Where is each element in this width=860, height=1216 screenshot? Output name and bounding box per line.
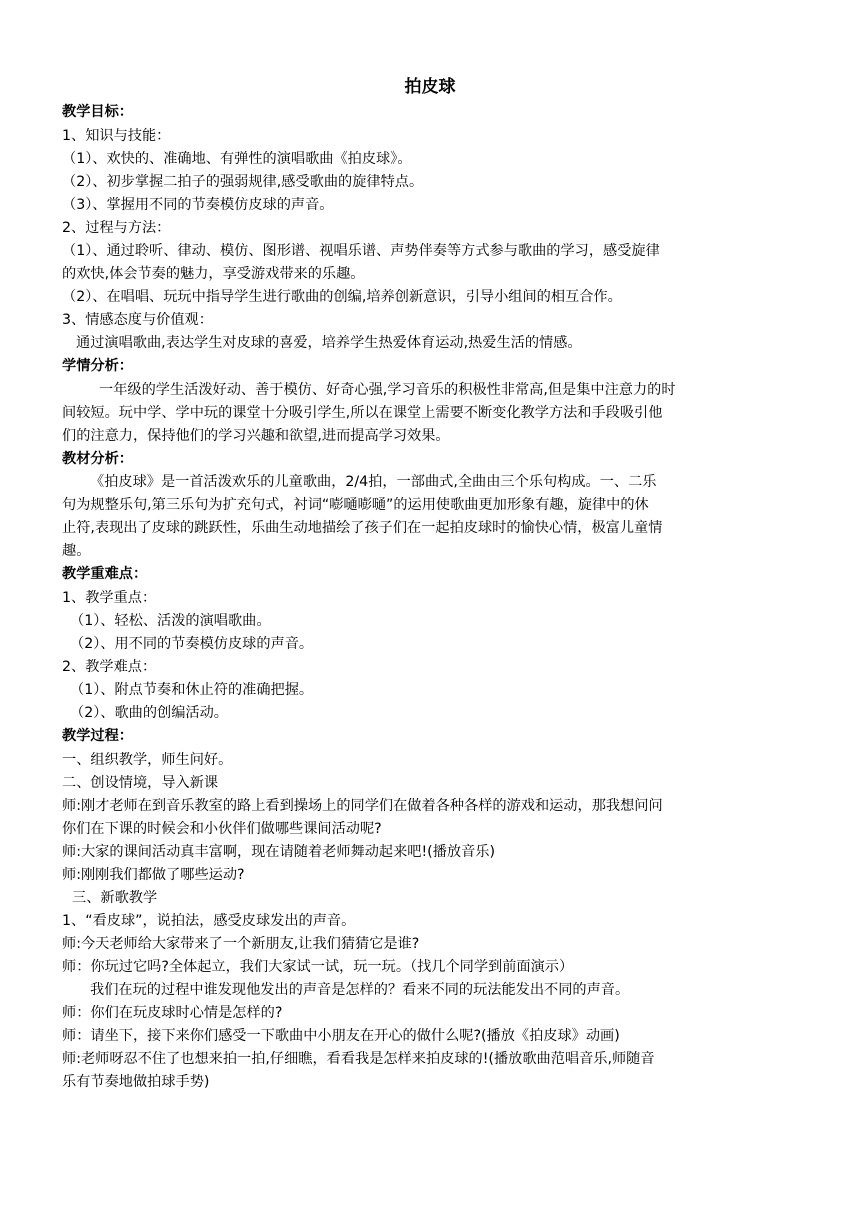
- heading-teaching-goals: 教学目标：: [62, 104, 133, 120]
- goal-emotion-values: 3、情感态度与价值观：: [62, 312, 213, 328]
- goal-item: （3）、掌握用不同的节奏模仿皮球的声音。: [62, 197, 334, 213]
- heading-key-difficulties: 教学重难点：: [62, 566, 148, 582]
- dialogue-line: 师:刚才老师在到音乐教室的路上看到操场上的同学们在做着各种各样的游戏和运动，那我想问问: [62, 798, 663, 814]
- paragraph-line: 一年级的学生活泼好动、善于模仿、好奇心强,学习音乐的积极性非常高,但是集中注意力的时: [99, 382, 676, 398]
- dialogue-line: 你们在下课的时候会和小伙伴们做哪些课间活动呢?: [62, 821, 382, 837]
- goal-item: 通过演唱歌曲,表达学生对皮球的喜爱，培养学生热爱体育运动,热爱生活的情感。: [76, 335, 582, 351]
- difficulty-item: （2）、歌曲的创编活动。: [70, 705, 228, 721]
- key-point-item: （1）、轻松、活泼的演唱歌曲。: [70, 613, 271, 629]
- goal-process-method: 2、过程与方法：: [62, 220, 171, 236]
- dialogue-line: 乐有节奏地做拍球手势): [62, 1074, 210, 1090]
- goal-item: （1）、欢快的、准确地、有弹性的演唱歌曲《拍皮球》。: [62, 151, 412, 167]
- process-step: 三、新歌教学: [72, 890, 158, 906]
- document-title: 拍皮球: [404, 77, 456, 97]
- process-substep: 1、“看皮球”，说拍法，感受皮球发出的声音。: [62, 913, 356, 929]
- dialogue-line: 师：你玩过它吗?全体起立，我们大家试一试，玩一玩。（找几个同学到前面演示）: [62, 959, 574, 975]
- difficulties-label: 2、教学难点：: [62, 659, 157, 675]
- heading-teaching-process: 教学过程：: [62, 728, 133, 744]
- heading-material-analysis: 教材分析：: [62, 451, 133, 467]
- paragraph-line: 句为规整乐句,第三乐句为扩充句式，衬词“嘭嗵嘭嗵”的运用使歌曲更加形象有趣，旋律中的休: [62, 497, 649, 513]
- goal-item: （1）、通过聆听、律动、模仿、图形谱、视唱乐谱、声势伴奏等方式参与歌曲的学习，感受旋律: [62, 243, 660, 259]
- key-point-item: （2）、用不同的节奏模仿皮球的声音。: [70, 636, 314, 652]
- heading-student-analysis: 学情分析：: [62, 358, 133, 374]
- paragraph-line: 止符,表现出了皮球的跳跃性，乐曲生动地描绘了孩子们在一起拍皮球时的愉快心情，极富儿童情: [62, 520, 663, 536]
- process-step: 二、创设情境，导入新课: [62, 775, 219, 791]
- dialogue-line: 师：你们在玩皮球时心情是怎样的?: [62, 1005, 283, 1021]
- paragraph-line: 间较短。玩中学、学中玩的课堂十分吸引学生,所以在课堂上需要不断变化教学方法和手段吸引他: [62, 405, 663, 421]
- dialogue-line: 师:大家的课间活动真丰富啊，现在请随着老师舞动起来吧!(播放音乐): [62, 844, 495, 860]
- dialogue-line: 师：请坐下，接下来你们感受一下歌曲中小朋友在开心的做什么呢?(播放《拍皮球》动画): [62, 1028, 620, 1044]
- goal-knowledge-skills: 1、知识与技能：: [62, 128, 171, 144]
- goal-item-continued: 的欢快,体会节奏的魅力，享受游戏带来的乐趣。: [62, 266, 365, 282]
- dialogue-line: 师:今天老师给大家带来了一个新朋友,让我们猜猜它是谁?: [62, 936, 420, 952]
- process-step: 一、组织教学，师生问好。: [62, 752, 233, 768]
- goal-item: （2）、在唱唱、玩玩中指导学生进行歌曲的创编,培养创新意识，引导小组间的相互合作。: [62, 289, 622, 305]
- paragraph-line: 《拍皮球》是一首活泼欢乐的儿童歌曲，2/4拍，一部曲式,全曲由三个乐句构成。一、二乐: [90, 474, 657, 490]
- dialogue-line: 师:刚刚我们都做了哪些运动?: [62, 867, 245, 883]
- dialogue-line: 我们在玩的过程中谁发现他发出的声音是怎样的？看来不同的玩法能发出不同的声音。: [90, 982, 630, 998]
- key-points-label: 1、教学重点：: [62, 590, 157, 606]
- paragraph-line: 们的注意力，保持他们的学习兴趣和欲望,进而提高学习效果。: [62, 428, 450, 444]
- paragraph-line: 趣。: [62, 543, 91, 559]
- difficulty-item: （1）、附点节奏和休止符的准确把握。: [70, 682, 314, 698]
- goal-item: （2）、初步掌握二拍子的强弱规律,感受歌曲的旋律特点。: [62, 174, 424, 190]
- dialogue-line: 师:老师呀忍不住了也想来拍一拍,仔细瞧，看看我是怎样来拍皮球的!(播放歌曲范唱音乐,师随音: [62, 1051, 655, 1067]
